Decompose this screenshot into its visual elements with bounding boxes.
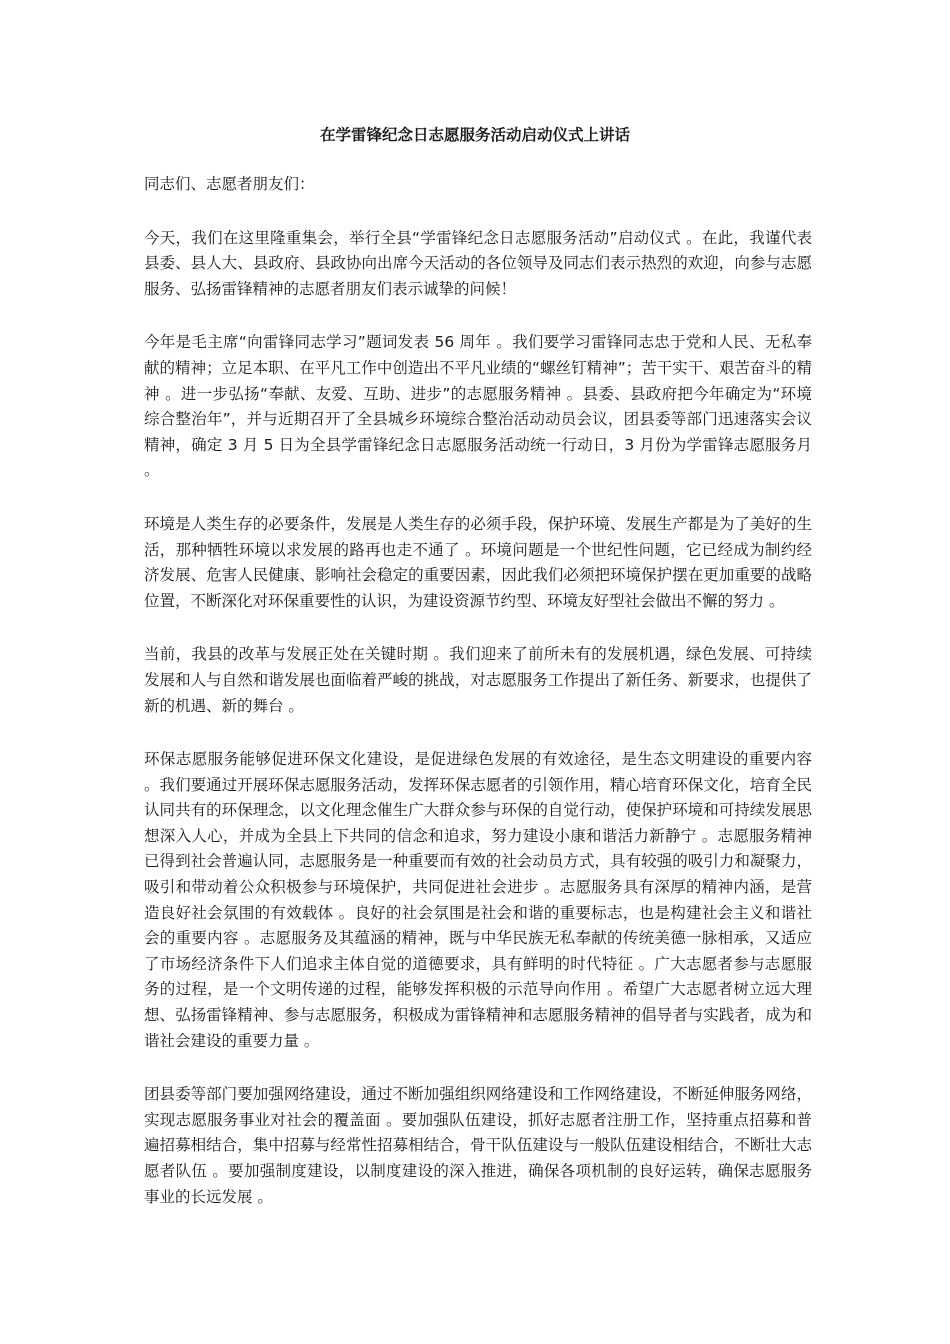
document-title: 在学雷锋纪念日志愿服务活动启动仪式上讲话: [319, 126, 630, 144]
paragraph-5: 环保志愿服务能够促进环保文化建设，是促进绿色发展的有效途径，是生态文明建设的重要内容 。我们要通过开展环保志愿服务活动，发挥环保志愿者的引领作用，精心培育环保文化，培育全民认同共有的环保理念，以文化理念催生广大群众参与环保的自觉行动，使保护环境和可持续发展思想深入人心，并成为全县上下共同的信念和追求，努力建设小康和谐活力新静宁 。志愿服务精神已得到社会普遍认同，志愿服务是一种重要而有效的社会动员方式，具有较强的吸引力和凝聚力，吸引和带动着公众积极参与环境保护，共同促进社会进步 。志愿服务具有深厚的精神内涵，是营造良好社会氛围的有效载体 。良好的社会氛围是社会和谐的重要标志，也是构建社会主义和谐社会的重要内容 。志愿服务及其蕴涵的精神，既与中华民族无私奉献的传统美德一脉相承，又适应了市场经济条件下人们追求主体自觉的道德要求，具有鲜明的时代特征 。广大志愿者参与志愿服务的过程，是一个文明传递的过程，能够发挥积极的示范导向作用 。希望广大志愿者树立远大理想、弘扬雷锋精神、参与志愿服务，积极成为雷锋精神和志愿服务精神的倡导者与实践者，成为和谐社会建设的重要力量 。: [144, 750, 812, 1050]
paragraph-6: 团县委等部门要加强网络建设，通过不断加强组织网络建设和工作网络建设，不断延伸服务网络，实现志愿服务事业对社会的覆盖面 。要加强队伍建设，抓好志愿者注册工作，坚持重点招募和普遍招募相结合，集中招募与经常性招募相结合，骨干队伍建设与一般队伍建设相结合，不断壮大志愿者队伍 。要加强制度建设，以制度建设的深入推进，确保各项机制的良好运转，确保志愿服务事业的长远发展 。: [144, 1085, 812, 1206]
paragraph-2: 今年是毛主席“向雷锋同志学习”题词发表 56 周年 。我们要学习雷锋同志忠于党和人民、无私奉献的精神；立足本职、在平凡工作中创造出不平凡业绩的“螺丝钉精神”；苦干实干、艰苦奋斗的精神 。进一步弘扬“奉献、友爱、互助、进步”的志愿服务精神 。县委、县政府把今年确定为“环境综合整治年”，并与近期召开了全县城乡环境综合整治活动动员会议，团县委等部门迅速落实会议精神，确定 3 月 5 日为全县学雷锋纪念日志愿服务活动统一行动日，3 月份为学雷锋志愿服务月 。: [144, 333, 812, 480]
paragraph-1: 今天，我们在这里隆重集会，举行全县“学雷锋纪念日志愿服务活动”启动仪式 。在此，我谨代表县委、县人大、县政府、县政协向出席今天活动的各位领导及同志们表示热烈的欢迎，向参与志愿服务、弘扬雷锋精神的志愿者朋友们表示诚挚的问候！: [144, 228, 812, 298]
salutation: 同志们、志愿者朋友们：: [144, 175, 315, 193]
paragraph-3: 环境是人类生存的必要条件，发展是人类生存的必须手段，保护环境、发展生产都是为了美好的生活，那种牺牲环境以求发展的路再也走不通了 。环境问题是一个世纪性问题，它已经成为制约经济发展、危害人民健康、影响社会稳定的重要因素，因此我们必须把环境保护摆在更加重要的战略位置，不断深化对环保重要性的认识，为建设资源节约型、环境友好型社会做出不懈的努力 。: [144, 514, 812, 610]
document-body: [144, 172, 812, 1238]
paragraph-4: 当前，我县的改革与发展正处在关键时期 。我们迎来了前所未有的发展机遇，绿色发展、可持续发展和人与自然和谐发展也面临着严峻的挑战，对志愿服务工作提出了新任务、新要求，也提供了新的机遇、新的舞台 。: [144, 645, 812, 715]
